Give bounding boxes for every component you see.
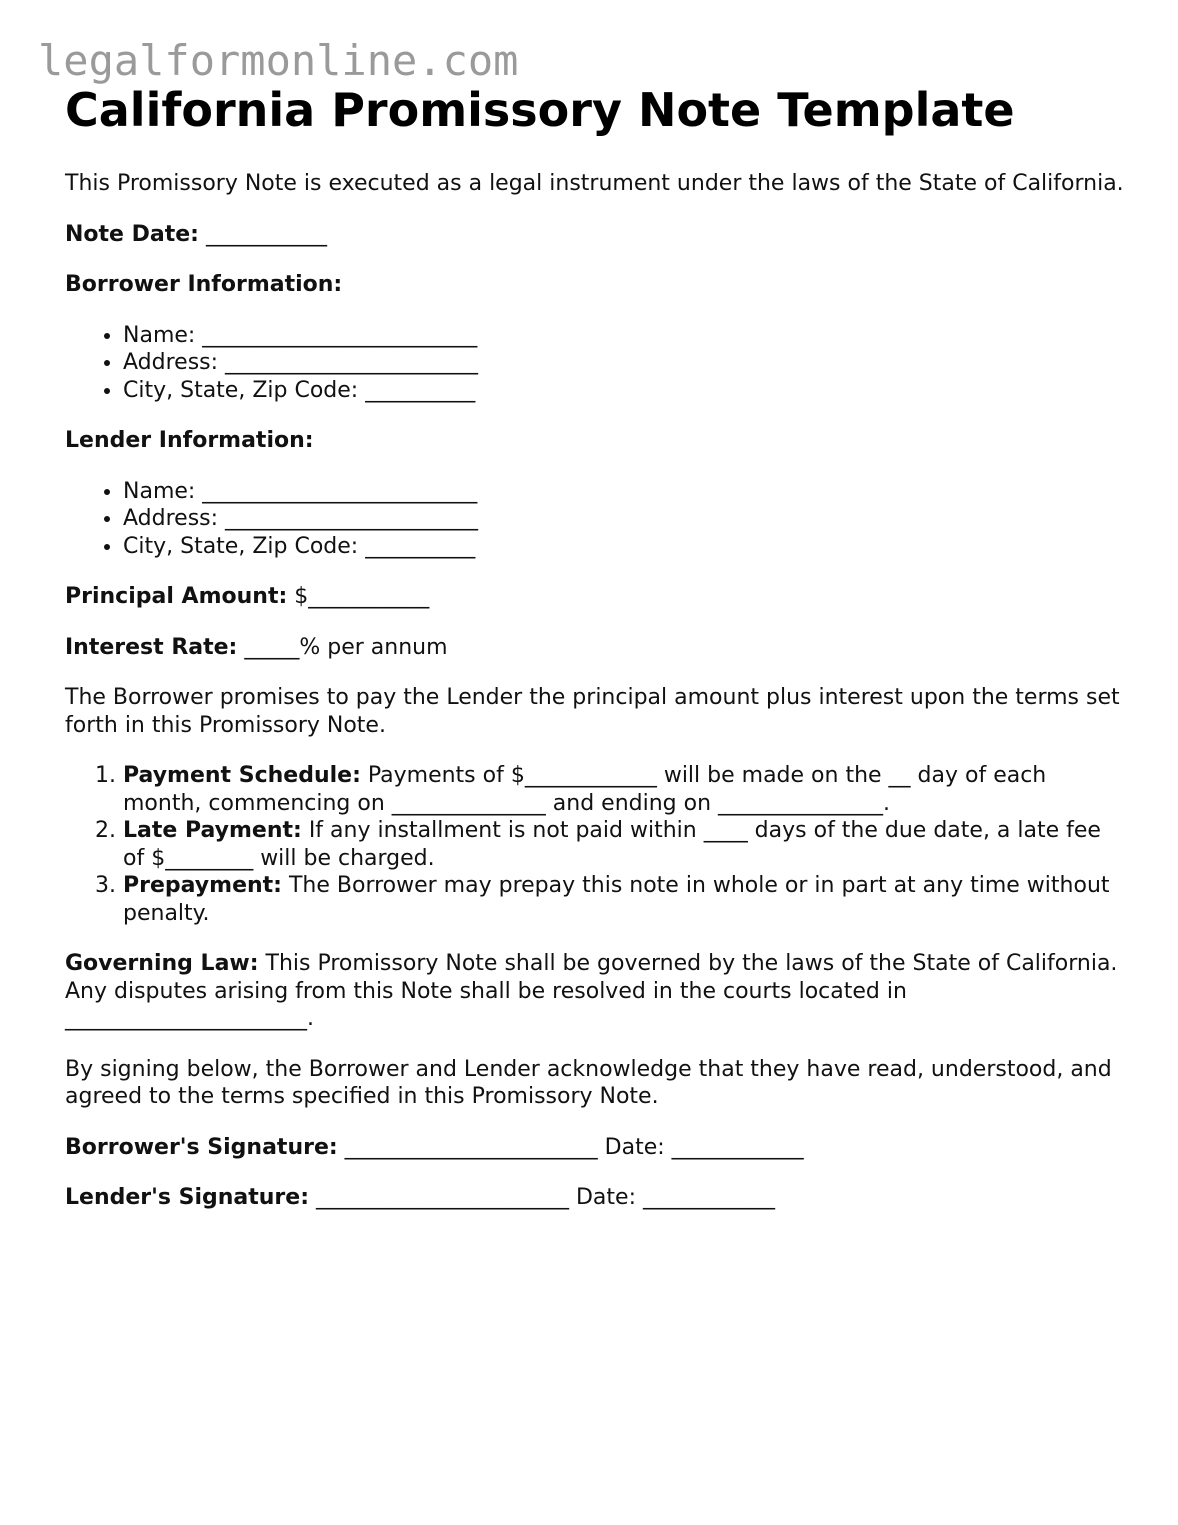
governing-law-label: Governing Law: — [65, 951, 259, 976]
note-date-label: Note Date: — [65, 221, 199, 247]
term-text: Payments of $____________ will be made on the __ day of each month, commencing on ______________ and ending on _______________. — [123, 763, 1047, 816]
interest-label: Interest Rate: — [65, 634, 238, 660]
document-body — [65, 80, 1125, 1212]
intro-paragraph: This Promissory Note is executed as a legal instrument under the laws of the State of California. — [65, 171, 1124, 196]
borrower-signature-line — [65, 1134, 1125, 1162]
terms-list — [65, 762, 1125, 927]
note-date-line — [65, 221, 1125, 249]
governing-law-text: This Promissory Note shall be governed by the laws of the State of California. Any disputes arising from this Note shall be resolved in the courts located in ______________________. — [65, 951, 1118, 1031]
term-label: Prepayment: — [123, 873, 282, 898]
lender-address-item: • Address: _______________________ — [123, 505, 1125, 533]
borrower-heading: Borrower Information: — [65, 272, 343, 297]
lender-city-item: • City, State, Zip Code: __________ — [123, 533, 1125, 561]
borrower-signature-label: Borrower's Signature: — [65, 1134, 338, 1160]
lender-list — [65, 478, 1125, 561]
borrower-name-item: • Name: _________________________ — [123, 322, 1125, 350]
borrower-city-item: • City, State, Zip Code: __________ — [123, 377, 1125, 405]
principal-label: Principal Amount: — [65, 584, 288, 609]
principal-line — [65, 583, 1125, 611]
lender-signature-blank: _______________________ Date: ____________ — [309, 1185, 775, 1210]
term-prepayment — [123, 872, 1125, 927]
interest-blank: _____% per annum — [237, 634, 448, 660]
term-label: Payment Schedule: — [123, 763, 361, 788]
borrower-address-item: • Address: _______________________ — [123, 349, 1125, 377]
term-late-payment — [123, 817, 1125, 872]
principal-blank: $___________ — [287, 584, 430, 609]
note-date-blank: ___________ — [198, 221, 327, 247]
term-label: Late Payment: — [123, 818, 302, 843]
term-payment-schedule — [123, 762, 1125, 817]
governing-law-paragraph — [65, 950, 1125, 1033]
lender-name-item: • Name: _________________________ — [123, 478, 1125, 506]
document-title: California Promissory Note Template — [65, 83, 1015, 137]
term-text: The Borrower may prepay this note in whole or in part at any time without penalty. — [123, 873, 1110, 926]
watermark: legalformonline.com — [38, 36, 519, 85]
promise-paragraph: The Borrower promises to pay the Lender the principal amount plus interest upon the terms set forth in this Promissory Note. — [65, 685, 1120, 738]
borrower-signature-blank: _______________________ Date: ____________ — [337, 1134, 804, 1160]
lender-signature-label: Lender's Signature: — [65, 1185, 309, 1210]
term-text: If any installment is not paid within ____ days of the due date, a late fee of $________ will be charged. — [123, 818, 1101, 871]
lender-heading: Lender Information: — [65, 428, 314, 453]
acknowledge-paragraph: By signing below, the Borrower and Lender acknowledge that they have read, understood, and agreed to the terms specified in this Promissory Note. — [65, 1056, 1112, 1109]
interest-line — [65, 634, 1125, 662]
lender-signature-line — [65, 1184, 1125, 1212]
borrower-list — [65, 322, 1125, 405]
